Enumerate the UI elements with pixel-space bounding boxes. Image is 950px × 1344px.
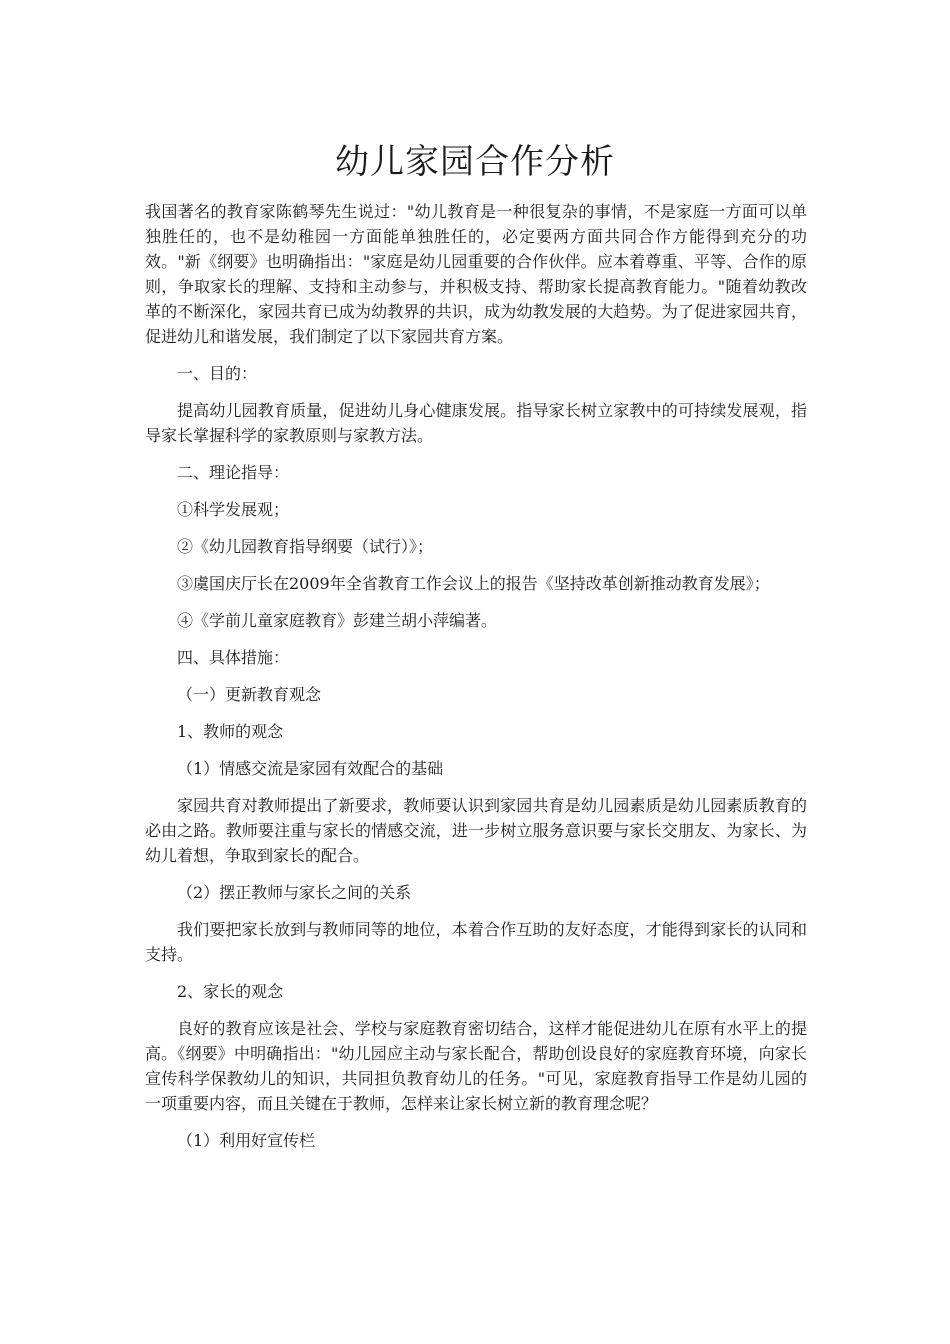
purpose-paragraph: 提高幼儿园教育质量，促进幼儿身心健康发展。指导家长树立家教中的可持续发展观，指导家长掌握科学的家教原则与家教方法。 [145,401,807,445]
subsection-heading-concepts: （一）更新教育观念 [177,685,322,704]
heading-teacher-parent-relationship: （2）摆正教师与家长之间的关系 [177,883,412,902]
paragraph-emotional-exchange: 家园共育对教师提出了新要求，教师要认识到家园共育是幼儿园素质是幼儿园素质教育的必由之路。教师要注重与家长的情感交流，进一步树立服务意识要与家长交朋友、为家长、为幼儿着想，争取到家长的配合。 [145,796,807,865]
section-heading-theory: 二、理论指导： [177,463,290,482]
theory-item-2: ②《幼儿园教育指导纲要（试行）》； [177,537,434,556]
theory-item-1: ①科学发展观； [177,500,290,519]
heading-teacher-concept: 1、教师的观念 [177,722,284,741]
intro-paragraph: 我国著名的教育家陈鹤琴先生说过："幼儿教育是一种很复杂的事情，不是家庭一方面可以单独胜任的，也不是幼稚园一方面能单独胜任的，必定要两方面共同合作方能得到充分的功效。"新《纲要》也明确指出："家庭是幼儿园重要的合作伙伴。应本着尊重、平等、合作的原则，争取家长的理解、支持和主动参与，并积极支持、帮助家长提高教育能力。"随着幼教改革的不断深化，家园共育已成为幼教界的共识，成为幼教发展的大趋势。为了促进家园共育，促进幼儿和谐发展，我们制定了以下家园共育方案。 [145,202,807,346]
heading-bulletin-board: （1）利用好宣传栏 [177,1131,316,1150]
heading-emotional-exchange: （1）情感交流是家园有效配合的基础 [177,759,444,778]
theory-item-3: ③虞国庆厅长在2009年全省教育工作会议上的报告《坚持改革创新推动教育发展》； [177,574,770,593]
document-body [145,199,807,1165]
section-heading-measures: 四、具体措施： [177,648,290,667]
theory-item-4: ④《学前儿童家庭教育》彭建兰胡小萍编著。 [177,611,498,630]
section-heading-purpose: 一、目的： [177,364,258,383]
paragraph-parent-concept: 良好的教育应该是社会、学校与家庭教育密切结合，这样才能促进幼儿在原有水平上的提高。《纲要》中明确指出："幼儿园应主动与家长配合，帮助创设良好的家庭教育环境，向家长宣传科学保教幼儿的知识，共同担负教育幼儿的任务。"可见，家庭教育指导工作是幼儿园的一项重要内容，而且关键在于教师，怎样来让家长树立新的教育理念呢？ [145,1019,807,1113]
document-title: 幼儿家园合作分析 [335,142,615,182]
paragraph-relationship: 我们要把家长放到与教师同等的地位，本着合作互助的友好态度，才能得到家长的认同和支持。 [145,920,807,964]
heading-parent-concept: 2、家长的观念 [177,982,284,1001]
